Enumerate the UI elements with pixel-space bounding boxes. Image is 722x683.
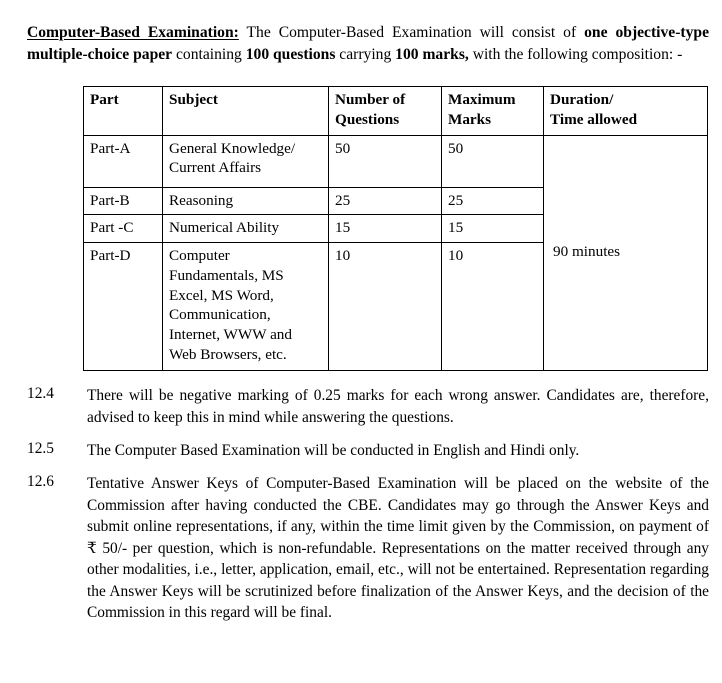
intro-bold-3: 100 marks, bbox=[395, 45, 469, 63]
column-header-part bbox=[84, 87, 163, 136]
intro-lead-heading: Computer-Based Examination: bbox=[27, 23, 239, 41]
intro-bold-2: 100 questions bbox=[245, 45, 336, 63]
clause-number: 12.4 bbox=[27, 385, 54, 402]
clause-12-5 bbox=[27, 440, 709, 462]
column-header-duration-line1: Duration/ bbox=[550, 91, 614, 108]
clause-number: 12.5 bbox=[27, 440, 54, 457]
column-header-part-label: Part bbox=[90, 91, 119, 108]
cell-duration: 90 minutes bbox=[544, 135, 708, 371]
clause-text: Tentative Answer Keys of Computer-Based Examination will be placed on the website of the Commission after having conducted the CBE. Candidates may go through the Answer Keys and submit online representations, if any, within the time limit given by the Commission, on payment of ₹ 50/- per question, which is non-refundable. Representations on the matter received through any other modalities, i.e., letter, application, email, etc., will not be entertained. Representation regarding the Answer Keys will be scrutinized before finalization of the Answer Keys, and the decision of the Commission in this regard will be final. bbox=[87, 475, 709, 622]
clause-12-4 bbox=[27, 385, 709, 428]
cell-subject: General Knowledge/ Current Affairs bbox=[163, 135, 329, 187]
column-header-duration bbox=[544, 87, 708, 136]
table-row bbox=[84, 135, 708, 187]
clause-text: There will be negative marking of 0.25 marks for each wrong answer. Candidates are, therefore, advised to keep this in mind while answering the questions. bbox=[87, 387, 709, 426]
cell-subject: Computer Fundamentals, MS Excel, MS Word, Communication, Internet, WWW and Web Browsers, etc. bbox=[163, 243, 329, 371]
intro-text-4: with the following composition: - bbox=[468, 45, 683, 63]
column-header-subject-label: Subject bbox=[169, 91, 218, 108]
intro-text-2: containing bbox=[172, 45, 246, 63]
column-header-questions-line2: Questions bbox=[335, 110, 400, 128]
column-header-questions-line1: Number of bbox=[335, 91, 406, 108]
cell-subject: Reasoning bbox=[163, 187, 329, 215]
cell-part: Part-D bbox=[84, 243, 163, 371]
cell-questions: 10 bbox=[329, 243, 442, 371]
cell-marks: 10 bbox=[442, 243, 544, 371]
table-header-row bbox=[84, 87, 708, 136]
column-header-marks-line2: Marks bbox=[448, 110, 492, 128]
cell-marks: 25 bbox=[442, 187, 544, 215]
clause-12-6 bbox=[27, 473, 709, 624]
column-header-maximum-marks bbox=[442, 87, 544, 136]
column-header-subject bbox=[163, 87, 329, 136]
column-header-duration-line2: Time allowed bbox=[550, 110, 638, 128]
intro-text-1: The Computer-Based Examination will consist of bbox=[238, 23, 585, 41]
intro-paragraph bbox=[27, 22, 709, 66]
cell-questions: 50 bbox=[329, 135, 442, 187]
cell-part: Part -C bbox=[84, 215, 163, 243]
cell-questions: 25 bbox=[329, 187, 442, 215]
exam-composition-table bbox=[83, 86, 708, 371]
cell-subject: Numerical Ability bbox=[163, 215, 329, 243]
exam-composition-table-wrapper bbox=[83, 86, 707, 371]
cell-marks: 50 bbox=[442, 135, 544, 187]
column-header-number-of-questions bbox=[329, 87, 442, 136]
column-header-marks-line1: Maximum bbox=[448, 91, 516, 108]
intro-text-3: carrying bbox=[335, 45, 396, 63]
cell-part: Part-A bbox=[84, 135, 163, 187]
cell-questions: 15 bbox=[329, 215, 442, 243]
cell-part: Part-B bbox=[84, 187, 163, 215]
intro-bold-1: one objective-type multiple-choice paper bbox=[27, 23, 709, 63]
clause-number: 12.6 bbox=[27, 473, 54, 490]
cell-marks: 15 bbox=[442, 215, 544, 243]
clause-text: The Computer Based Examination will be conducted in English and Hindi only. bbox=[87, 442, 580, 459]
